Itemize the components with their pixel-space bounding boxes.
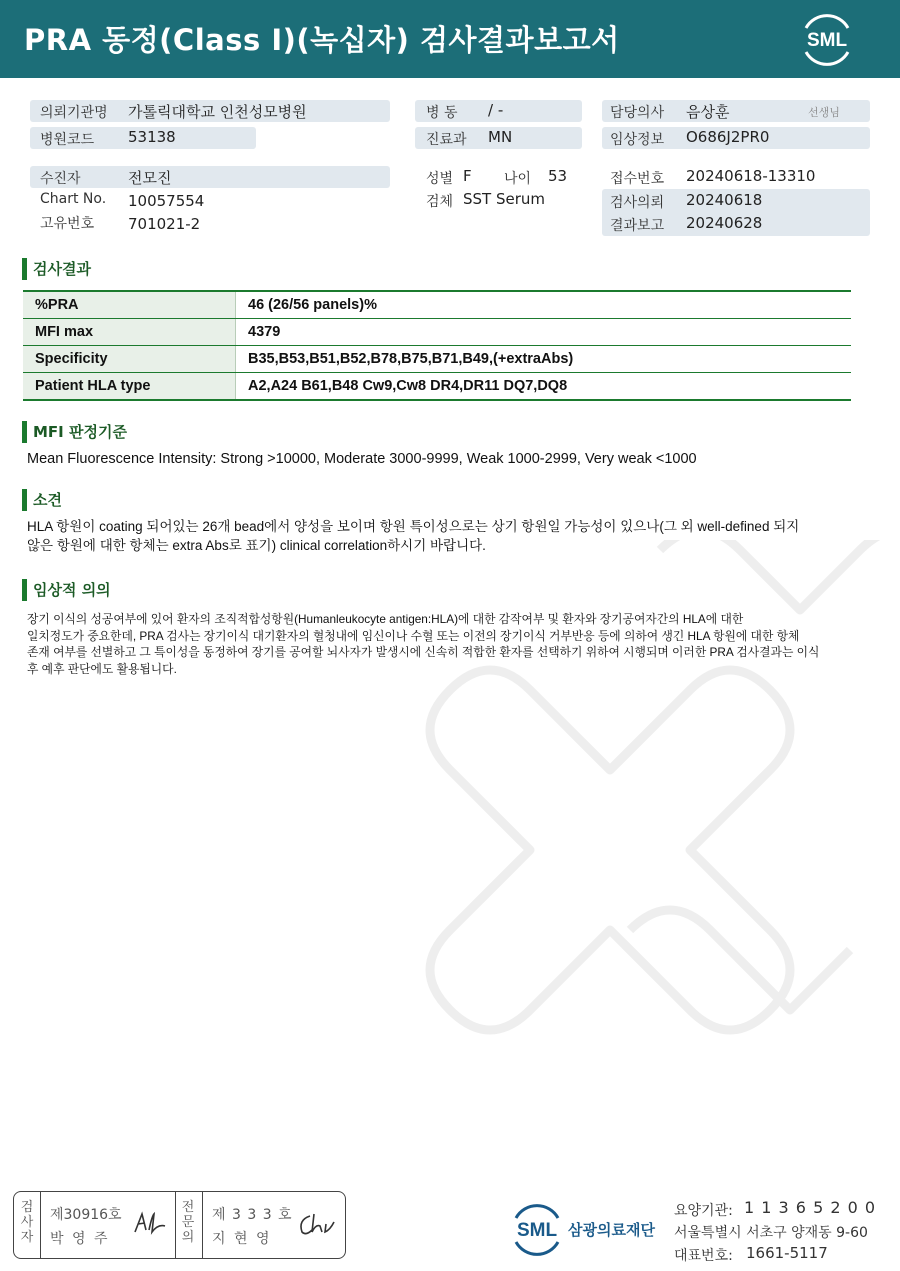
chart-label: Chart No. [40, 191, 107, 207]
patient-label: 수진자 [40, 171, 81, 187]
code-label: 병원코드 [40, 132, 95, 148]
tester-signature [132, 1210, 168, 1236]
opinion-line: 않은 항원에 대한 항체는 extra Abs로 표기) clinical correlation하시기 바랍니다. [27, 538, 486, 553]
specimen-value: SST Serum [463, 190, 546, 208]
ward-label: 병 동 [426, 105, 458, 121]
ward-value: / - [488, 101, 504, 119]
id-label: 고유번호 [40, 216, 95, 232]
dept-label: 진료과 [426, 132, 467, 148]
doctor-suffix: 선생님 [808, 106, 840, 119]
request-label: 검사의뢰 [610, 195, 665, 211]
table-row [23, 319, 851, 346]
chart-value: 10057554 [128, 192, 205, 210]
dept-value: MN [488, 128, 513, 146]
table-row [23, 373, 851, 401]
results-table [23, 290, 851, 401]
result-key: Specificity [23, 346, 236, 373]
patient-value: 전모진 [128, 169, 172, 187]
clinical-line: 일치정도가 중요한데, PRA 검사는 장기이식 대기환자의 혈청내에 임신이나 수혈 또는 이전의 장기이식 거부반응 등에 의하여 생긴 HLA 항원에 대한 항체 [27, 628, 800, 643]
receipt-label: 접수번호 [610, 171, 665, 187]
opinion-text [27, 517, 799, 555]
divider [40, 1192, 41, 1258]
section-clinical-title: 임상적 의의 [22, 579, 111, 601]
report-title: PRA 동정(Class I)(녹십자) 검사결과보고서 [24, 23, 620, 57]
phone-number: 1661-5117 [746, 1244, 828, 1262]
signature-box [13, 1191, 346, 1259]
clinical-line: 장기 이식의 성공여부에 있어 환자의 조직적합성항원(Humanleukocyte antigen:HLA)에 대한 감작여부 및 환자와 장기공여자간의 HLA에 대한 [27, 612, 744, 626]
specialist-license: 제 3 3 3 호 [212, 1207, 293, 1223]
clinical-label: 임상정보 [610, 132, 665, 148]
specialist-label: 전문의 [181, 1200, 195, 1245]
age-value: 53 [548, 167, 568, 185]
tester-label: 검사자 [20, 1200, 34, 1245]
specialist-signature [296, 1210, 336, 1238]
org-name: 삼광의료재단 [568, 1221, 655, 1239]
clinical-value: O686J2PR0 [686, 128, 770, 146]
institution-number: 1 1 3 6 5 2 0 0 [744, 1198, 877, 1217]
institution-label: 요양기관: [674, 1203, 733, 1219]
doctor-label: 담당의사 [610, 105, 665, 121]
table-row [23, 346, 851, 373]
phone-label: 대표번호: [674, 1248, 733, 1264]
table-row [23, 291, 851, 319]
result-key: MFI max [23, 319, 236, 346]
clinical-significance-text [27, 611, 819, 677]
clinical-line: 후 예후 판단에도 활용됩니다. [27, 661, 177, 676]
hospital-value: 가톨릭대학교 인천성모병원 [128, 103, 307, 121]
divider [175, 1192, 176, 1258]
hospital-label: 의뢰기관명 [40, 105, 108, 121]
patient-row [30, 166, 390, 188]
divider [202, 1192, 203, 1258]
address: 서울특별시 서초구 양재동 9-60 [674, 1225, 868, 1241]
clinical-line: 존재 여부를 선별하고 그 특이성을 동정하여 장기를 공여할 뇌사자가 발생시에 신속히 적합한 환자를 선택하기 위하여 시행되며 이러한 PRA 검사결과는 이식 [27, 645, 820, 659]
sml-footer-logo [508, 1200, 566, 1258]
specialist-name: 지 현 영 [212, 1231, 272, 1247]
result-value: B35,B53,B51,B52,B78,B75,B71,B49,(+extraAbs) [236, 346, 852, 373]
code-value: 53138 [128, 128, 176, 146]
id-value: 701021-2 [128, 215, 201, 233]
section-opinion-title: 소견 [22, 489, 62, 511]
report-value: 20240628 [686, 214, 763, 232]
mfi-criteria-text: Mean Fluorescence Intensity: Strong >10000, Moderate 3000-9999, Weak 1000-2999, Very weak <1000 [27, 451, 697, 467]
specimen-label: 검체 [426, 194, 454, 210]
tester-name: 박 영 주 [50, 1231, 110, 1247]
svg-text:SML: SML [806, 30, 848, 51]
sex-value: F [463, 167, 472, 185]
age-label: 나이 [504, 171, 532, 187]
result-value: 4379 [236, 319, 852, 346]
result-value: A2,A24 B61,B48 Cw9,Cw8 DR4,DR11 DQ7,DQ8 [236, 373, 852, 401]
result-value: 46 (26/56 panels)% [236, 291, 852, 319]
sml-logo [798, 12, 856, 66]
doctor-value: 음상훈 [686, 103, 730, 121]
receipt-value: 20240618-13310 [686, 167, 816, 185]
result-key: %PRA [23, 291, 236, 319]
tester-license: 제30916호 [50, 1207, 122, 1223]
opinion-line: HLA 항원이 coating 되어있는 26개 bead에서 양성을 보이며 항원 특이성으로는 상기 항원일 가능성이 있으나(그 외 well-defined 되지 [27, 519, 800, 534]
result-key: Patient HLA type [23, 373, 236, 401]
section-results-title: 검사결과 [22, 258, 91, 280]
svg-text:SML: SML [516, 1220, 558, 1241]
section-mfi-title: MFI 판정기준 [22, 421, 127, 443]
sex-label: 성별 [426, 171, 454, 187]
request-value: 20240618 [686, 191, 763, 209]
report-label: 결과보고 [610, 218, 665, 234]
